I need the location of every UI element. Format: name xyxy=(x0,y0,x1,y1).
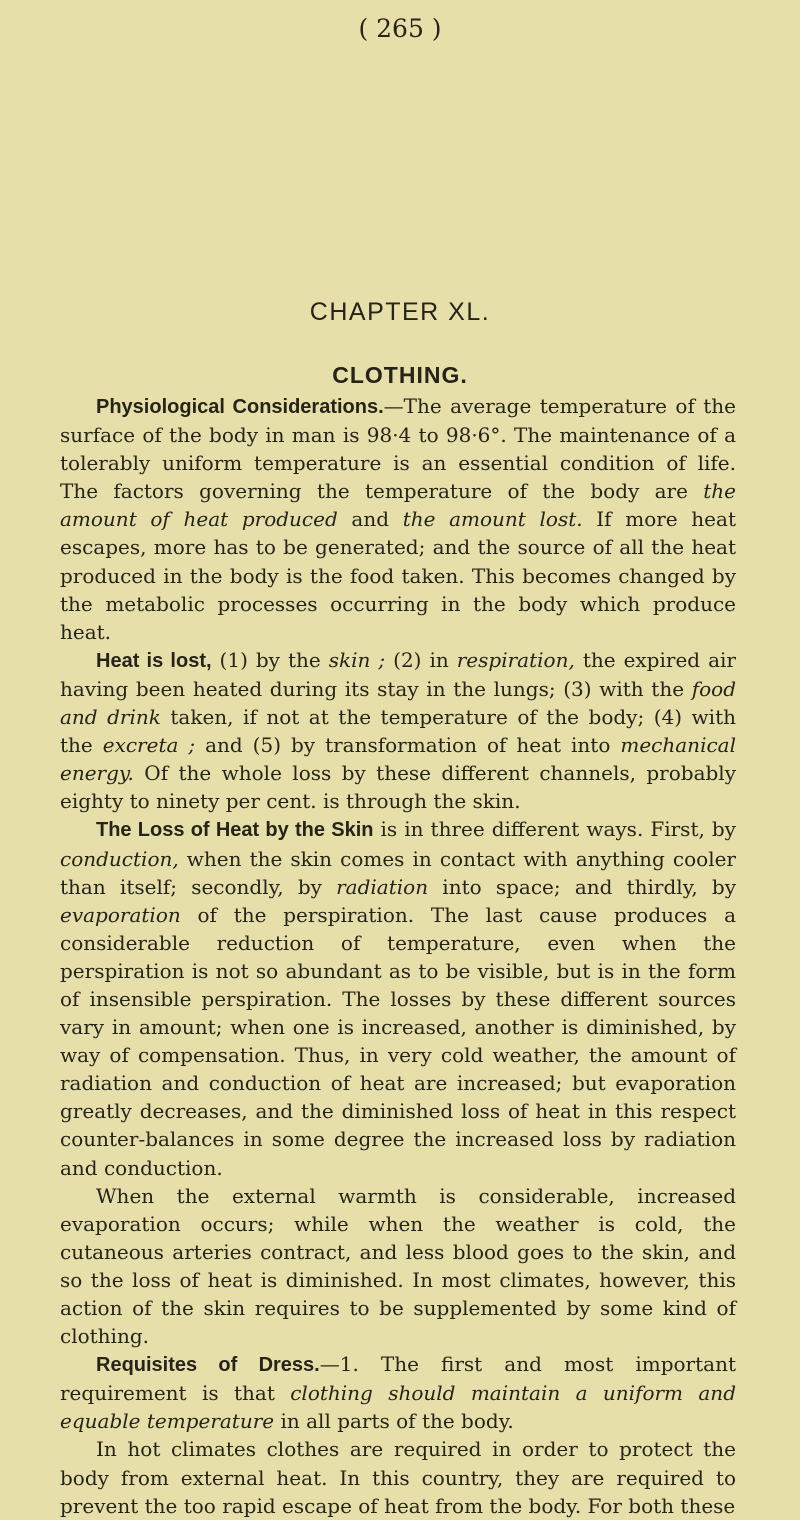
italic-text: respiration, xyxy=(456,647,575,672)
italic-text: food and drink xyxy=(60,676,736,730)
paragraph xyxy=(60,1182,736,1351)
chapter-heading: CHAPTER XL. xyxy=(309,298,491,326)
text-run: into space; and thirdly, by xyxy=(428,874,736,899)
paragraph xyxy=(60,646,736,816)
text-run: when the skin comes in contact with anything cooler than itself; secondly, by xyxy=(60,846,736,899)
text-run: and xyxy=(337,507,403,532)
text-run: taken, if not at the temperature of the body; (4) with the xyxy=(60,705,736,758)
text-run: is in three different ways. First, by xyxy=(373,817,736,842)
text-run: (1) by the xyxy=(211,647,329,672)
text-run: in all parts of the body. xyxy=(274,1409,514,1434)
italic-text: clothing should maintain a uniform and equable temperature xyxy=(60,1381,736,1434)
text-run: —The average temperature of the surface of the body in man is 98·4 to 98·6°. The maintenance of a tolerably uniform temperature is an essential condition of life. The factors governing the temperature of the body are xyxy=(60,394,736,504)
run-in-heading: The Loss of Heat by the Skin xyxy=(96,819,374,842)
text-run: of the perspiration. The last cause produces a considerable reduction of temperature, even when the perspiration is not so abundant as to be visible, but is in the form of insensible perspiration. The losses by these different sources vary in amount; when one is increased, another is diminished, by way of compensation. Thus, in very cold weather, the amount of radiation and conduction of heat are increased; but evaporation greatly decreases, and the diminished loss of heat in this respect counter-balances in some degree the increased loss by radiation and conduction. xyxy=(60,902,736,1180)
italic-text: mechanical energy. xyxy=(60,733,736,786)
italic-text: the amount of heat produced xyxy=(60,479,736,532)
text-run: the expired air having been heated during its stay in the lungs; (3) with the xyxy=(60,647,736,701)
section-title: CLOTHING. xyxy=(332,362,468,388)
paragraph xyxy=(60,392,736,646)
run-in-heading: Physiological Considerations. xyxy=(96,396,384,418)
text-run: —1. The first and most important requirement is that xyxy=(60,1352,736,1406)
text-run: (2) in xyxy=(385,647,457,672)
italic-text: conduction, xyxy=(60,846,179,871)
body-text xyxy=(60,392,736,1520)
paragraph xyxy=(60,1435,736,1519)
run-in-heading: Requisites of Dress. xyxy=(96,1354,320,1377)
text-run: In hot climates clothes are required in order to protect the body from external heat. In this country, they are required to prevent the too rapid escape of heat from the body. For both these xyxy=(60,1437,736,1518)
run-in-heading: Heat is lost, xyxy=(96,649,212,672)
italic-text: excreta ; xyxy=(102,733,196,758)
italic-text: the amount lost. xyxy=(402,507,583,532)
italic-text: evaporation xyxy=(60,902,181,927)
page-number: ( 265 ) xyxy=(358,14,442,43)
text-run: and (5) by transformation of heat into xyxy=(195,733,621,758)
text-run: Of the whole loss by these different channels, probably eighty to ninety per cent. is through the skin. xyxy=(60,761,736,814)
text-run: When the external warmth is considerable, increased evaporation occurs; while when the weather is cold, the cutaneous arteries contract, and less blood goes to the skin, and so the loss of heat is diminished. In most climates, however, this action of the skin requires to be supplemented by some kind of clothing. xyxy=(60,1183,736,1349)
paragraph xyxy=(60,1350,736,1435)
text-run: If more heat escapes, more has to be generated; and the source of all the heat produced in the body is the food taken. This becomes changed by the metabolic processes occurring in the body which produce heat. xyxy=(60,507,736,644)
italic-text: skin ; xyxy=(328,647,386,672)
paragraph xyxy=(60,815,736,1181)
italic-text: radiation xyxy=(336,874,429,899)
